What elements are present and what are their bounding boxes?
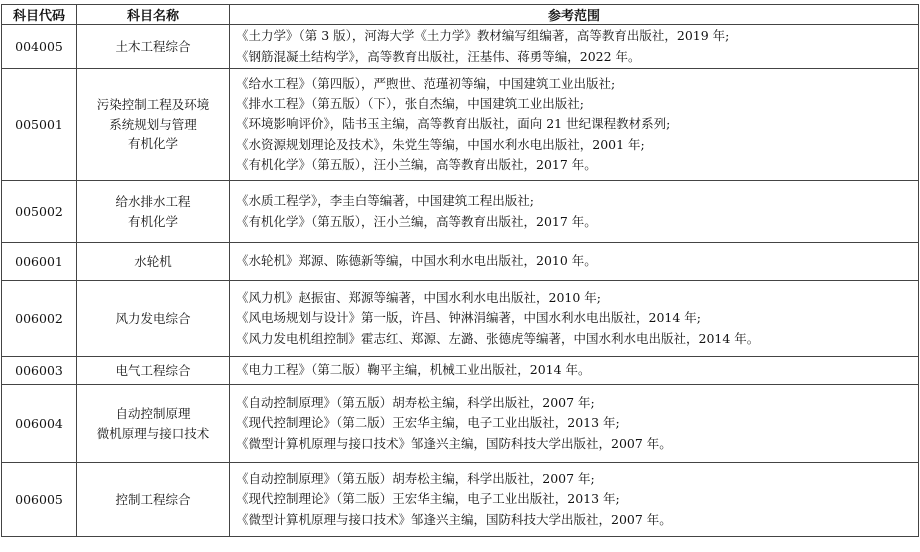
table-row <box>2 385 919 463</box>
table-row <box>2 463 919 537</box>
reference-line: 《土力学》（第 3 版），河海大学《土力学》教材编写组编著，高等教育出版社，2019 年; <box>236 28 730 44</box>
reference-line: 《自动控制原理》（第五版）胡寿松主编，科学出版社，2007 年; <box>236 471 595 487</box>
subject-name <box>77 385 230 463</box>
reference-line: 《自动控制原理》（第五版）胡寿松主编，科学出版社，2007 年; <box>236 395 595 411</box>
table-row <box>2 181 919 243</box>
table-row <box>2 243 919 281</box>
reference-line: 《微型计算机原理与接口技术》邹逢兴主编，国防科技大学出版社，2007 年。 <box>236 511 672 527</box>
reference-line: 《排水工程》（第五版）（下），张自杰编，中国建筑工业出版社; <box>236 96 584 112</box>
subject-name <box>77 281 230 357</box>
subject-name-line: 有机化学 <box>127 213 178 229</box>
header-row <box>2 5 919 25</box>
reference-line: 《风力机》赵振宙、郑源等编著，中国水利水电出版社，2010 年; <box>236 290 601 306</box>
reference-line: 《钢筋混凝土结构学》，高等教育出版社，汪基伟、蒋勇等编，2022 年。 <box>236 48 641 64</box>
subject-name-line: 风力发电综合 <box>115 310 191 326</box>
header-name: 科目名称 <box>77 5 230 25</box>
subject-name <box>77 463 230 537</box>
reference-line: 《环境影响评价》，陆书玉主编，高等教育出版社，面向 21 世纪课程教材系列; <box>236 116 671 132</box>
table-row <box>2 69 919 181</box>
subject-name-line: 有机化学 <box>127 136 178 152</box>
header-code: 科目代码 <box>2 5 77 25</box>
subject-name <box>77 25 230 69</box>
subject-code: 006001 <box>2 243 77 281</box>
subject-code: 006002 <box>2 281 77 357</box>
subject-name-line: 控制工程综合 <box>115 491 191 507</box>
reference-line: 《水资源规划理论及技术》，朱党生等编，中国水利水电出版社，2001 年; <box>236 136 645 152</box>
subject-code: 006003 <box>2 357 77 385</box>
subject-name-line: 系统规划与管理 <box>109 116 197 132</box>
reference-scope <box>230 181 919 243</box>
reference-line: 《现代控制理论》（第二版）王宏华主编，电子工业出版社，2013 年; <box>236 415 620 431</box>
subject-code: 006004 <box>2 385 77 463</box>
reference-scope <box>230 25 919 69</box>
table-row <box>2 25 919 69</box>
subject-name-line: 微机原理与接口技术 <box>96 425 210 441</box>
reference-scope <box>230 385 919 463</box>
reference-line: 《电力工程》（第二版）鞠平主编，机械工业出版社，2014 年。 <box>236 362 591 378</box>
reference-scope <box>230 357 919 385</box>
subject-code: 004005 <box>2 25 77 69</box>
subject-code: 005001 <box>2 69 77 181</box>
reference-line: 《有机化学》（第五版），汪小兰编，高等教育出版社，2017 年。 <box>236 213 597 229</box>
subject-code: 006005 <box>2 463 77 537</box>
subject-name <box>77 181 230 243</box>
reference-line: 《微型计算机原理与接口技术》邹逢兴主编，国防科技大学出版社，2007 年。 <box>236 435 672 451</box>
subject-name-line: 水轮机 <box>134 253 172 269</box>
reference-line: 《水质工程学》，李圭白等编著，中国建筑工程出版社; <box>236 193 534 209</box>
subject-name-line: 给水排水工程 <box>115 194 191 209</box>
reference-line: 《水轮机》郑源、陈德新等编，中国水利水电出版社，2010 年。 <box>236 253 597 269</box>
subject-name <box>77 243 230 281</box>
subject-name-line: 电气工程综合 <box>115 362 191 378</box>
reference-line: 《现代控制理论》（第二版）王宏华主编，电子工业出版社，2013 年; <box>236 491 620 507</box>
reference-line: 《风电场规划与设计》第一版，许昌、钟淋涓编著，中国水利水电出版社，2014 年; <box>236 310 701 326</box>
reference-line: 《给水工程》（第四版），严煦世、范瑾初等编，中国建筑工业出版社; <box>236 75 616 91</box>
reference-scope <box>230 463 919 537</box>
table-row <box>2 357 919 385</box>
subject-name <box>77 357 230 385</box>
subject-name <box>77 69 230 181</box>
reference-scope <box>230 69 919 181</box>
header-scope: 参考范围 <box>230 5 919 25</box>
subject-name-line: 自动控制原理 <box>115 406 191 421</box>
reference-line: 《风力发电机组控制》霍志红、郑源、左潞、张德虎等编著，中国水利水电出版社，2014 年。 <box>236 330 760 346</box>
subject-name-line: 污染控制工程及环境 <box>96 97 210 113</box>
subject-name-line: 土木工程综合 <box>115 38 191 54</box>
reference-table <box>1 4 919 537</box>
reference-line: 《有机化学》（第五版），汪小兰编，高等教育出版社，2017 年。 <box>236 156 597 172</box>
reference-scope <box>230 243 919 281</box>
reference-scope <box>230 281 919 357</box>
table-row <box>2 281 919 357</box>
subject-code: 005002 <box>2 181 77 243</box>
